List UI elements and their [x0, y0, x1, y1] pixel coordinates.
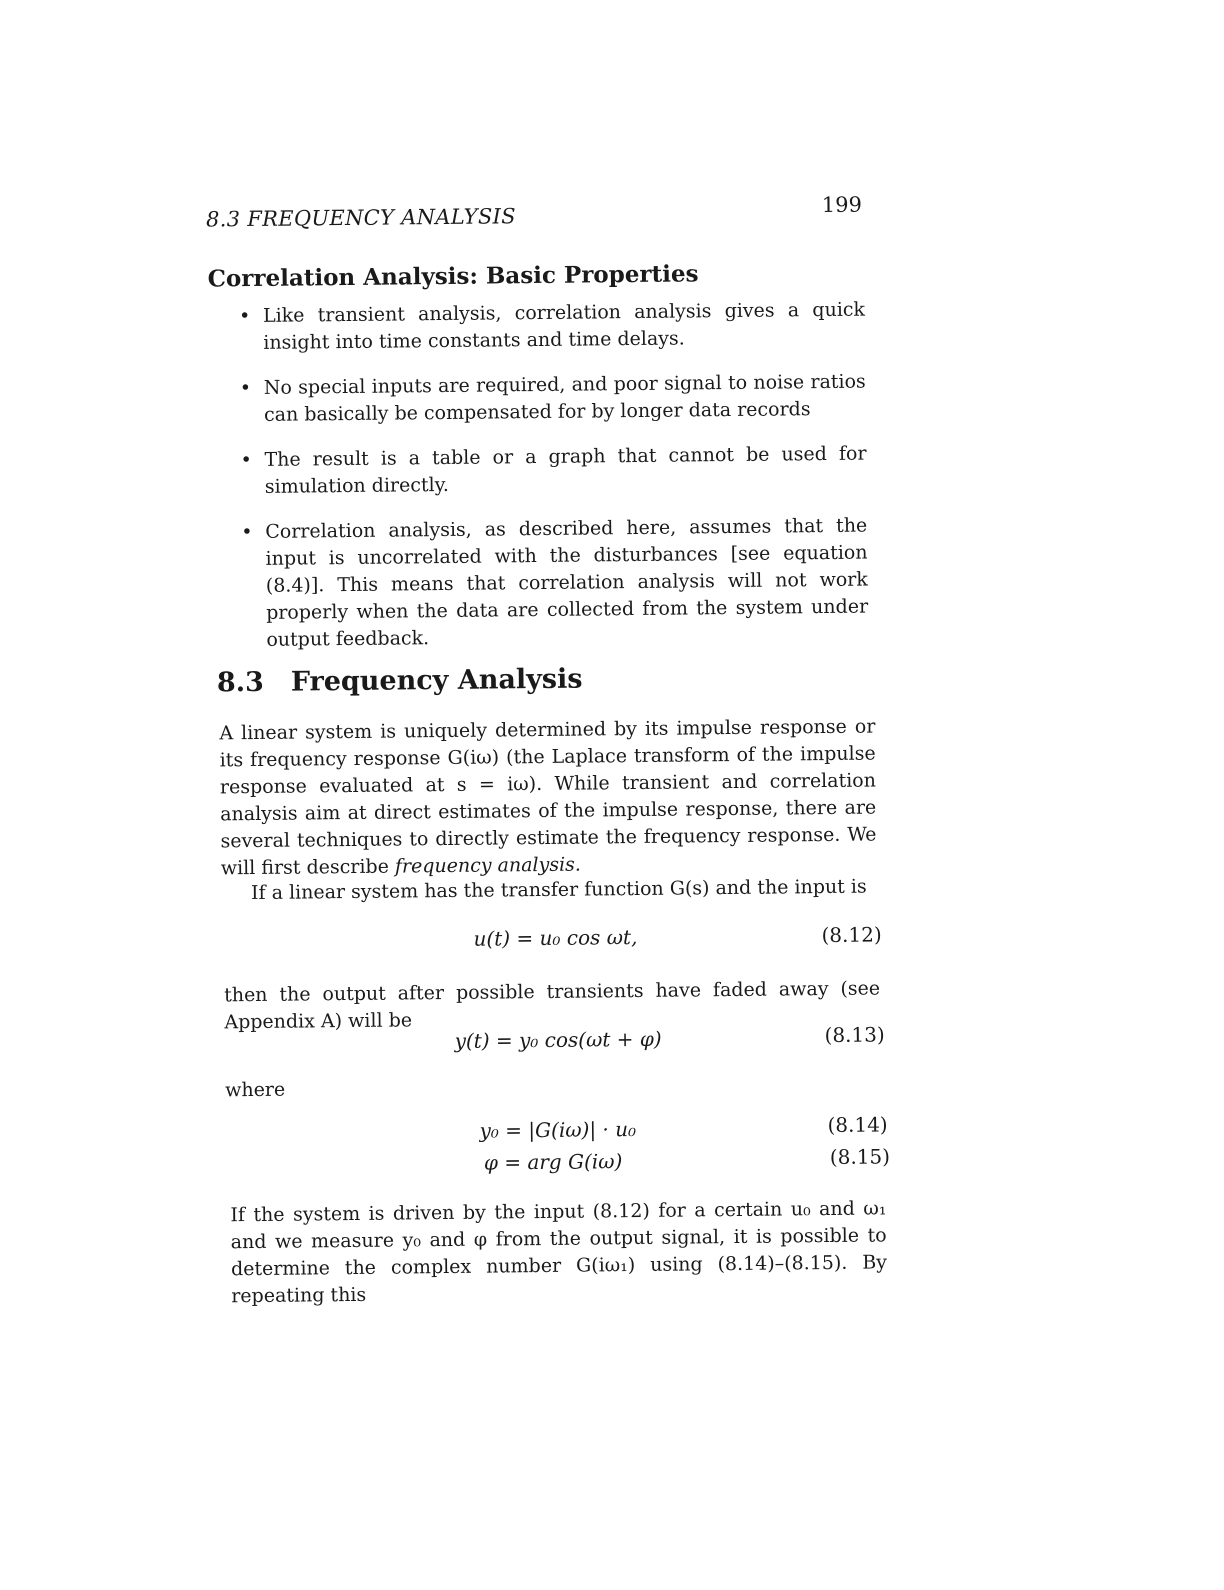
paragraph-transfer-function: If a linear system has the transfer function G(s) and the input is [221, 873, 877, 907]
subsection-heading: Correlation Analysis: Basic Properties [207, 260, 698, 292]
bullet-text: No special inputs are required, and poor signal to noise ratios can basically be compensated for by longer data records [264, 371, 866, 426]
paragraph-intro-text: A linear system is uniquely determined by its impulse response or its frequency response G(iω) (the Laplace transform of the impulse response evaluated at s = iω). While transient and correlation analysis aim at direct estimates of the impulse response, there are several techniques to directly estimate the frequency response. We will first describe [219, 715, 876, 879]
bullet-icon: • [240, 447, 252, 474]
equation-8-13: y(t) = y₀ cos(ωt + φ) [454, 1027, 661, 1053]
equation-8-14: y₀ = |G(iω)| · u₀ [479, 1117, 636, 1143]
bullet-icon: • [240, 375, 252, 402]
bullet-text: Correlation analysis, as described here, assumes that the input is uncorrelated with the disturbances [see equation (8.4)]. This means that correlation analysis will not work properly when the data are collected from the system under output feedback. [265, 515, 868, 651]
equation-label-8-13: (8.13) [824, 1022, 884, 1047]
bullet-list [239, 297, 869, 673]
bullet-icon: • [241, 519, 253, 546]
page-number: 199 [822, 193, 862, 217]
bullet-item [240, 441, 867, 502]
running-head [206, 201, 862, 238]
equation-label-8-15: (8.15) [830, 1144, 890, 1169]
equation-8-15: φ = arg G(iω) [484, 1149, 623, 1174]
paragraph-measurement: If the system is driven by the input (8.12) for a certain u₀ and ω₁ and we measure y₀ and φ from the output signal, it is possible to determine the complex number G(iω₁) using (8.14)–(8.15). By repeating this [230, 1195, 887, 1310]
equation-8-12: u(t) = u₀ cos ωt, [473, 925, 637, 951]
running-title: 8.3 FREQUENCY ANALYSIS [206, 204, 516, 231]
emphasis-term: frequency analysis. [395, 854, 581, 878]
bullet-item [241, 513, 868, 655]
paragraph-where: where [225, 1070, 881, 1104]
equation-label-8-12: (8.12) [821, 922, 881, 947]
bullet-item [240, 369, 867, 430]
bullet-item [239, 297, 866, 358]
equation-label-8-14: (8.14) [827, 1112, 887, 1137]
bullet-icon: • [239, 303, 251, 330]
paragraph-output: then the output after possible transients have faded away (see Appendix A) will be [224, 975, 881, 1036]
bullet-text: The result is a table or a graph that cannot be used for simulation directly. [264, 443, 866, 498]
section-heading [217, 664, 583, 699]
section-title: Frequency Analysis [291, 664, 583, 698]
section-number: 8.3 [217, 667, 291, 699]
bullet-text: Like transient analysis, correlation analysis gives a quick insight into time constants and time delays. [263, 299, 865, 354]
paragraph-intro [219, 713, 877, 882]
